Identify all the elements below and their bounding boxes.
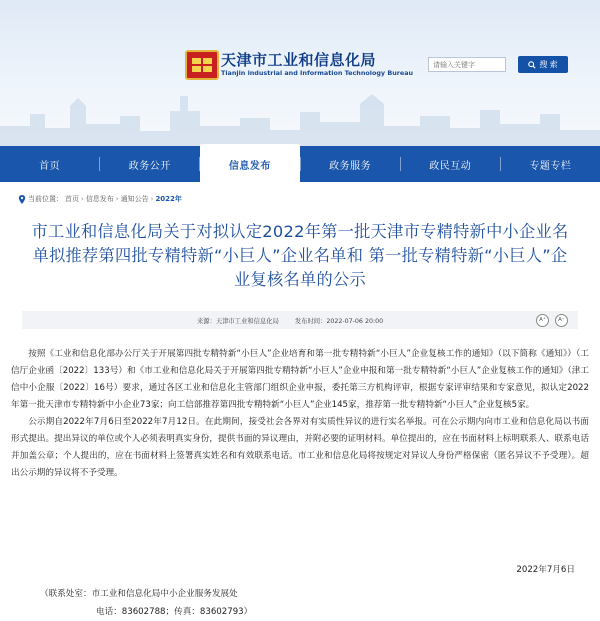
- breadcrumb-notices[interactable]: 通知公告: [120, 195, 149, 203]
- font-smaller-button[interactable]: A⁻: [555, 314, 568, 327]
- search-button[interactable]: [518, 56, 568, 73]
- nav-item-home[interactable]: 首页: [39, 160, 61, 172]
- article-sign-date: 2022年7月6日: [516, 565, 575, 575]
- breadcrumb-year[interactable]: 2022年: [155, 195, 182, 203]
- main-nav: [0, 146, 600, 182]
- nav-item-interaction[interactable]: 政民互动: [429, 160, 472, 172]
- logo-emblem-icon: [191, 56, 213, 74]
- article-publish-time: 发布时间：2022-07-06 20:00: [294, 317, 384, 325]
- nav-item-special-topics[interactable]: 专题专栏: [529, 160, 572, 172]
- contact-phone: 电话：83602788；传真：83602793）: [96, 607, 253, 617]
- article-meta-bar: [22, 311, 578, 329]
- site-header: [0, 0, 600, 146]
- breadcrumb: [18, 194, 182, 204]
- article-title: 市工业和信息化局关于对拟认定2022年第一批天津市专精特新中小企业名单拟推荐第四批专精特新“小巨人”企业名单和 第一批专精特新“小巨人”企业复核名单的公示: [31, 222, 569, 289]
- chevron-right-icon: ›: [81, 195, 84, 203]
- city-skyline-decoration: [0, 76, 600, 146]
- article-paragraph: 按照《工业和信息化部办公厅关于开展第四批专精特新“小巨人”企业培育和第一批专精特新“小巨人”企业复核工作的通知》（以下简称《通知》）（工信厅企业函〔2022〕133号）和《市工业和信息化局关于开展第四批专精特新“小巨人”企业申报和第一批专精特新“小巨人”企业复核工作的通知》（津工信中小企服〔2022〕16号）要求，通过各区工业和信息化主管部门组织企业申报，委托第三方机构评审，根据专家评审结果和专家意见，拟认定2022年第一批天津市专精特新中小企业73家；向工信部推荐第四批专精特新“小巨人”企业145家，推荐第一批专精特新“小巨人”企业复核5家。: [11, 349, 589, 410]
- location-pin-icon: [18, 195, 26, 204]
- nav-item-services[interactable]: 政务服务: [329, 160, 372, 172]
- chevron-right-icon: ›: [150, 195, 154, 203]
- contact-office: （联系处室：市工业和信息化局中小企业服务发展处: [40, 589, 238, 599]
- site-title[interactable]: 天津市工业和信息化局: [221, 51, 377, 69]
- font-size-controls: [536, 314, 568, 327]
- article-source: 来源：天津市工业和信息化局: [197, 317, 279, 325]
- nav-item-government-affairs[interactable]: 政务公开: [128, 160, 171, 172]
- search-icon: [528, 61, 536, 69]
- chevron-right-icon: ›: [115, 195, 119, 203]
- search-input[interactable]: [428, 57, 506, 72]
- breadcrumb-home[interactable]: 首页: [65, 195, 79, 203]
- search-button-label: 搜 索: [539, 60, 558, 69]
- article-paragraph: 公示期自2022年7月6日至2022年7月12日。在此期间，接受社会各界对有实质性异议的进行实名举报。可在公示期内向市工业和信息化局以书面形式提出。提出异议的单位或个人必须表明真实身份，提供书面的异议理由，并附必要的证明材料。单位提出的，应在书面材料上标明联系人、联系电话并加盖公章；个人提出的，应在书面材料上签署真实姓名和有效联系电话。市工业和信息化局将按规定对异议人身份严格保密（匿名异议不予受理）。超出公示期的异议将不予受理。: [11, 417, 589, 478]
- site-subtitle: Tianjin industrial and Information Technology Bureau: [221, 69, 414, 77]
- site-logo[interactable]: [185, 50, 219, 80]
- breadcrumb-prefix: 当前位置：: [28, 195, 63, 203]
- font-larger-button[interactable]: A⁺: [536, 314, 549, 327]
- breadcrumb-info-release[interactable]: 信息发布: [85, 195, 114, 203]
- article-body: [11, 346, 589, 482]
- nav-item-info-release[interactable]: 信息发布: [200, 144, 299, 184]
